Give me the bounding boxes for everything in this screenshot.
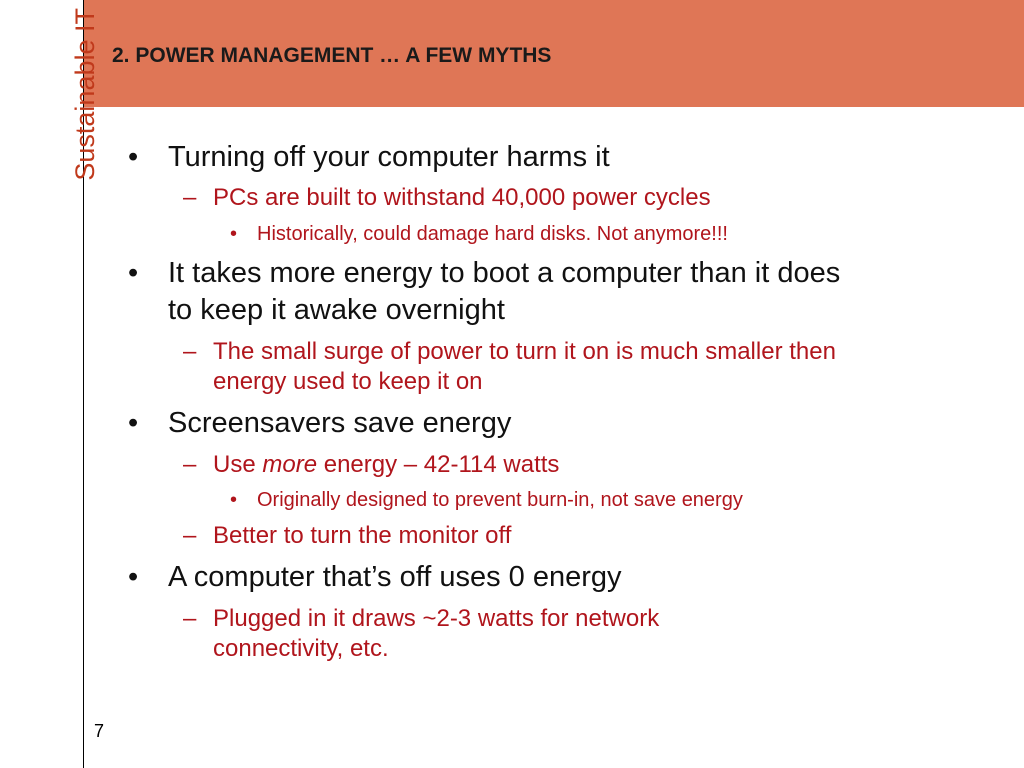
bullet-text: Screensavers save energy [168, 407, 512, 439]
bullet-text: A computer that’s off uses 0 energy [168, 561, 622, 593]
bullet-marker: • [128, 407, 139, 439]
bullet-text: It takes more energy to boot a computer than it does [168, 257, 841, 289]
bullet-marker: • [230, 489, 238, 511]
page-number: 7 [94, 721, 105, 741]
emphasis-text: more [262, 451, 318, 478]
side-title: Sustainable IT [70, 8, 100, 181]
slide-title: 2. POWER MANAGEMENT … A FEW MYTHS [112, 44, 552, 67]
dash-marker: – [183, 338, 197, 365]
sub-bullet-text: The small surge of power to turn it on is much smaller then [213, 338, 836, 365]
text-prefix: Use [213, 451, 263, 478]
bullet-marker: • [128, 561, 139, 593]
bullet-text: Turning off your computer harms it [168, 141, 610, 173]
bullet-marker: • [128, 141, 139, 173]
dash-marker: – [183, 451, 197, 478]
dash-marker: – [183, 184, 197, 211]
sub-sub-bullet-text: Historically, could damage hard disks. Not anymore!!! [257, 223, 728, 245]
sub-bullet-text: connectivity, etc. [213, 635, 389, 662]
dash-marker: – [183, 605, 197, 632]
bullet-text: to keep it awake overnight [168, 294, 505, 326]
sub-bullet-text [213, 450, 559, 480]
bullet-marker: • [230, 223, 238, 245]
sub-bullet-text: energy used to keep it on [213, 368, 483, 395]
text-suffix: energy – 42-114 watts [317, 451, 560, 478]
sub-bullet-text: PCs are built to withstand 40,000 power cycles [213, 184, 711, 211]
sub-bullet-text: Better to turn the monitor off [213, 522, 512, 549]
bullet-marker: • [128, 257, 139, 289]
sub-sub-bullet-text: Originally designed to prevent burn-in, not save energy [257, 489, 743, 511]
sub-bullet-text: Plugged in it draws ~2-3 watts for network [213, 605, 660, 632]
dash-marker: – [183, 522, 197, 549]
